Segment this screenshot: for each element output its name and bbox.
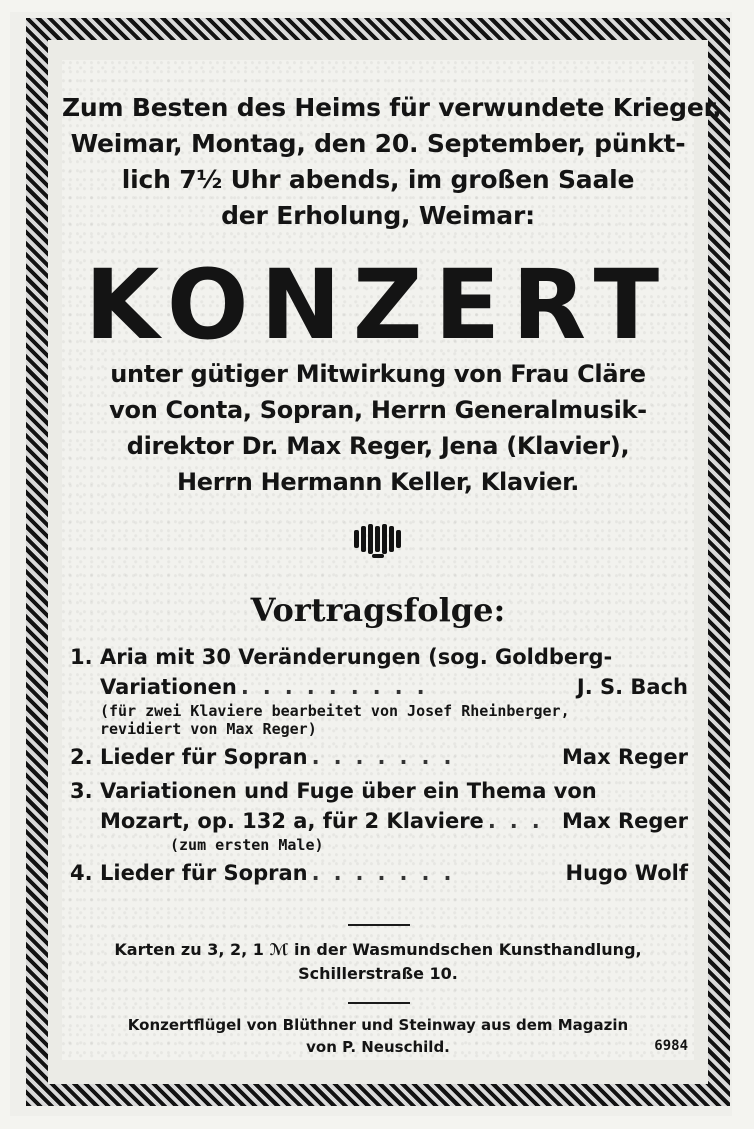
item-title-continued: Mozart, op. 132 a, für 2 Klaviere — [100, 809, 484, 833]
header-line: lich 7½ Uhr abends, im großen Saale — [121, 165, 635, 194]
ticket-line: Schillerstraße 10. — [298, 964, 458, 983]
description-line: unter gütiger Mitwirkung von Frau Cläre — [110, 360, 646, 388]
program-item — [70, 642, 688, 738]
item-title: Variationen und Fuge über ein Thema von — [100, 779, 597, 803]
ornament-icon — [348, 520, 408, 560]
advertisement — [62, 60, 722, 1060]
item-composer: Hugo Wolf — [565, 861, 688, 885]
item-composer: Max Reger — [562, 745, 688, 769]
item-composer: Max Reger — [562, 809, 688, 833]
item-number: 3. — [70, 779, 93, 803]
item-number: 4. — [70, 861, 93, 885]
item-title: Aria mit 30 Veränderungen (sog. Goldberg- — [100, 645, 613, 669]
description-line: von Conta, Sopran, Herrn Generalmusik- — [109, 396, 647, 424]
item-title-continued: Variationen — [100, 675, 237, 699]
header-line: der Erholung, Weimar: — [221, 201, 535, 230]
item-number: 1. — [70, 645, 93, 669]
divider — [348, 924, 410, 926]
item-number: 2. — [70, 745, 93, 769]
program-item — [70, 742, 688, 772]
leader-dots: ....... — [311, 861, 466, 885]
leader-dots: ......... — [240, 675, 439, 699]
program-item — [70, 858, 688, 888]
ticket-line: Karten zu 3, 2, 1 ℳ in der Wasmundschen Kunsthandlung, — [114, 940, 642, 959]
item-note: revidiert von Max Reger) — [100, 720, 317, 738]
ad-number: 6984 — [654, 1038, 688, 1054]
description-line: Herrn Hermann Keller, Klavier. — [176, 468, 580, 496]
divider — [348, 1002, 410, 1004]
leader-dots: ....... — [311, 745, 466, 769]
piano-notice — [62, 1014, 694, 1058]
footer-line: von P. Neuschild. — [306, 1038, 450, 1056]
concert-title: KONZERT — [84, 249, 672, 361]
footer-line: Konzertflügel von Blüthner und Steinway aus dem Magazin — [127, 1016, 629, 1034]
item-title: Lieder für Sopran — [100, 745, 308, 769]
item-composer: J. S. Bach — [576, 675, 688, 699]
performers-description — [62, 356, 694, 500]
program-list — [70, 642, 688, 892]
header-line: Weimar, Montag, den 20. September, pünkt- — [70, 129, 686, 158]
newspaper-page — [10, 12, 732, 1116]
program-title: Vortragsfolge: — [250, 591, 506, 629]
ticket-info — [62, 938, 694, 986]
item-note: (für zwei Klaviere bearbeitet von Josef Rheinberger, — [100, 702, 570, 720]
header-line: Zum Besten des Heims für verwundete Krieger, — [62, 93, 722, 122]
program-item — [70, 776, 688, 854]
item-note: (zum ersten Male) — [170, 836, 324, 854]
description-line: direktor Dr. Max Reger, Jena (Klavier), — [126, 432, 630, 460]
item-title: Lieder für Sopran — [100, 861, 308, 885]
leader-dots: ... — [487, 809, 554, 833]
ad-header — [62, 90, 722, 234]
